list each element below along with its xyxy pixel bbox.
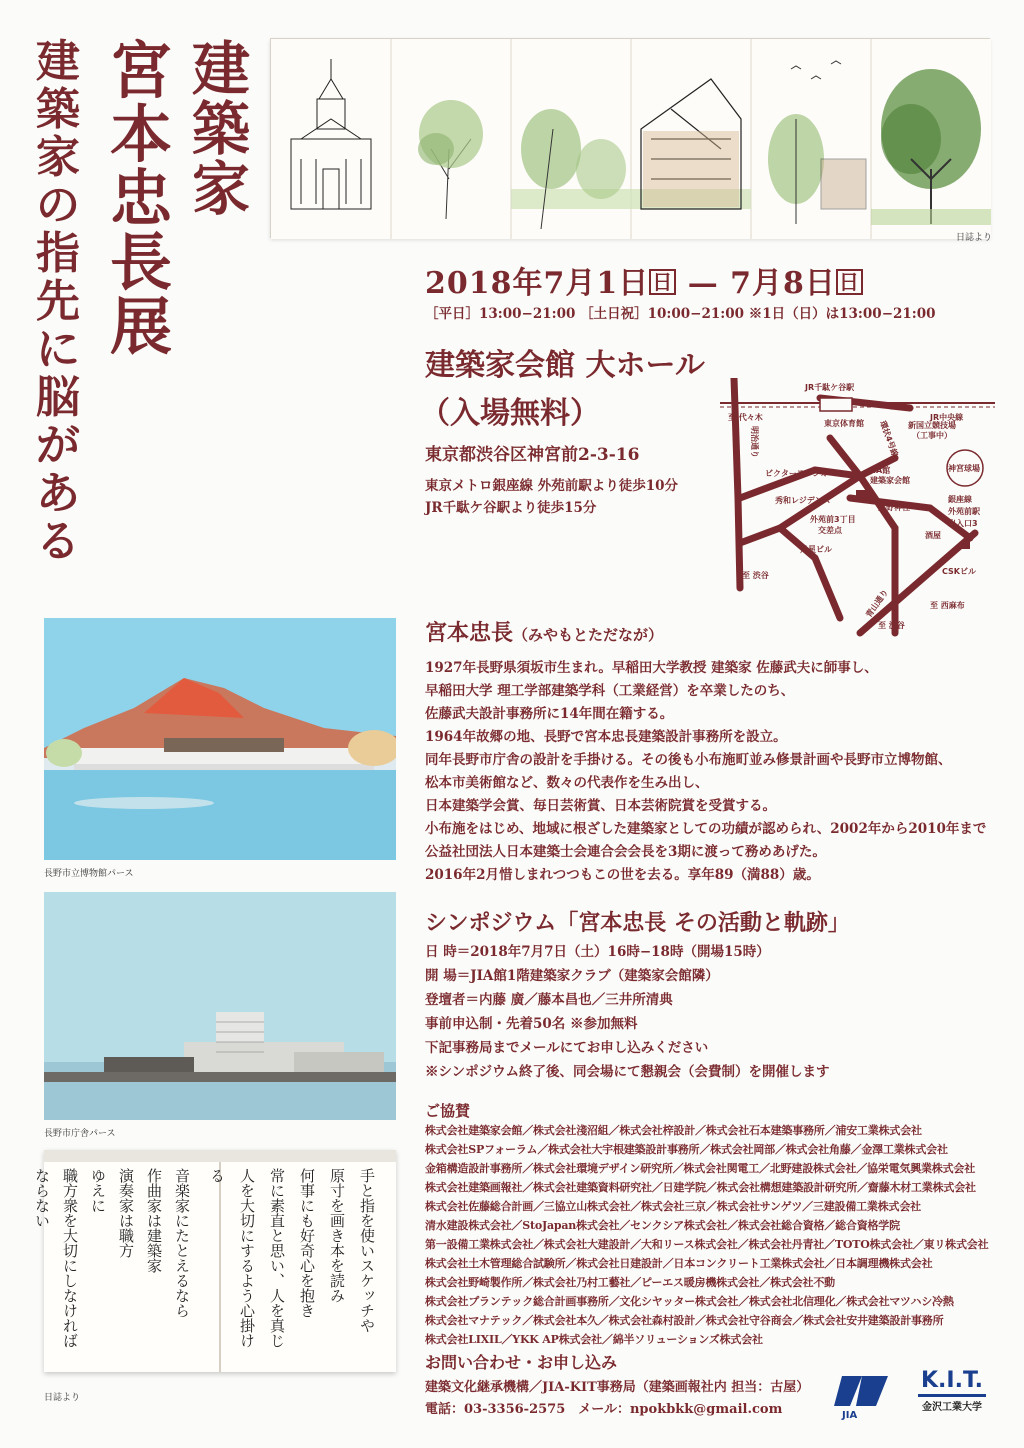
contact-phone-email[interactable]: 電話：03-3356-2575 メール：npokbkk@gmail.com	[425, 1402, 783, 1417]
event-dates: 2018年7月1日 日 — 7月8日 日	[425, 258, 863, 302]
museum-painting	[44, 618, 396, 860]
admission-free: （入場無料）	[420, 396, 600, 431]
sponsor-line: 株式会社建築画報社／株式会社建築資料研究社／日建学院／株式会社構想建築設計研究所／齋藤木材工業株式会社	[425, 1181, 976, 1194]
map-label-stadium2: （工事中）	[912, 431, 952, 440]
map-label-victor: ビクタースタジオ	[765, 469, 829, 478]
map-label-kaikan: 建築家会館	[870, 476, 910, 485]
bio-line: 日本建築学会賞、毎日芸術賞、日本芸術院賞を受賞する。	[425, 798, 776, 814]
bio-line: 1964年故郷の地、長野で宮本忠長建築設計事務所を設立。	[425, 729, 787, 745]
symposium-line: ※シンポジウム終了後、同会場にて懇親会（会費制）を開催します	[425, 1064, 830, 1080]
symposium-line: 開 場＝JIA館1階建築家クラブ（建築家会館隣）	[425, 968, 719, 984]
sponsor-line: 株式会社SPフォーラム／株式会社大宇根建築設計事務所／株式会社岡部／株式会社角藤／金澤工業株式会社	[425, 1143, 948, 1156]
sponsor-line: 株式会社建築家会館／株式会社淺沼組／株式会社梓設計／株式会社石本建築事務所／浦安工業株式会社	[425, 1124, 922, 1137]
sketch-caption: 日誌より	[956, 233, 993, 243]
map-label-kanjo: 環状4号線	[878, 419, 900, 458]
end-day-badge: 日	[836, 269, 863, 295]
kit-logo: K.I.T. 金沢工業大学	[912, 1368, 992, 1424]
symposium-line: 登壇者＝内藤 廣／藤本昌也／三井所清典	[425, 992, 673, 1008]
title-architect: 建 築 家	[192, 35, 251, 223]
map-label-meiji: 明治通り	[750, 426, 759, 458]
venue-address: 東京都渋谷区神宮前2-3-16	[425, 445, 640, 465]
map-label-nishiazabu: 至 西麻布	[930, 601, 965, 610]
symposium-heading: シンポジウム「宮本忠長 その活動と軌跡」	[425, 910, 850, 936]
contact-org: 建築文化継承機構／JIA-KIT事務局（建築画報社内 担当：古屋）	[425, 1380, 810, 1395]
map-label-to-shibuya: 至 渋谷	[742, 571, 769, 580]
map-label-stadium: 新国立競技場	[908, 421, 956, 430]
map-label-jingu: 神宮球場	[948, 464, 980, 473]
bio-line: 小布施をはじめ、地域に根ざした建築家としての功績が認められ、2002年から2010年まで	[425, 821, 987, 837]
title-exhibition: 宮 本 忠 長 展	[110, 34, 173, 363]
city-hall-caption: 長野市庁舎パース	[44, 1129, 116, 1139]
map-label-csk: CSKビル	[942, 567, 976, 576]
start-day-badge: 日	[649, 269, 676, 295]
map-label-gaien3: 外苑前3丁目	[810, 515, 856, 524]
map-label-jia: JIA館	[870, 466, 891, 475]
sponsor-line: 株式会社土木管理総合試験所／株式会社日建設計／日本コンクリート工業株式会社／日本調理機株式会社	[425, 1257, 933, 1270]
map-label-jr-station: JR千駄ケ谷駅	[805, 383, 855, 392]
bio-line: 佐藤武夫設計事務所に14年間在籍する。	[425, 706, 674, 722]
sponsor-line: 株式会社LIXIL／YKK AP株式会社／綿半ソリューションズ株式会社	[425, 1333, 763, 1346]
map-label-gym: 東京体育館	[824, 419, 864, 428]
title-subtitle: 建 築 家 の 指 先 に 脳 が あ る	[36, 36, 80, 567]
map-label-exit: 出入口3	[948, 519, 978, 528]
bio-line: 早稲田大学 理工学部建築学科（工業経営）を卒業したのち、	[425, 683, 795, 699]
map-label-kumano: 熊野神社	[878, 503, 910, 512]
map-label-gaienmae: 外苑前駅	[948, 507, 980, 516]
sketch-drawings	[271, 39, 991, 239]
map-label-to-yoyogi: 至 代々木	[728, 413, 763, 422]
sponsor-line: 株式会社プランテック総合計画事務所／文化シヤッター株式会社／株式会社北信理化／株式会社マツハシ冷熱	[425, 1295, 954, 1308]
diary-right-text: 手と指を使いスケッチや 原寸を画き本を読み 何事にも好奇心を抱き 常に素直と思い、人を真じ 人を大切にするよう心掛ける	[208, 1168, 376, 1348]
bio-line: 2016年2月惜しまれつつもこの世を去る。享年89（満88）歳。	[425, 867, 820, 883]
map-label-shuwa: 秀和レジデンス	[775, 496, 831, 505]
bio-line: 同年長野市庁舎の設計を手掛ける。その後も小布施町並み修景計画や長野市立博物館、	[425, 752, 952, 768]
symposium-line: 事前申込制・先着50名 ※参加無料	[425, 1016, 638, 1032]
access-jr: JR千駄ケ谷駅より徒歩15分	[425, 500, 597, 516]
opening-hours: ［平日］13:00−21:00 ［土日祝］10:00−21:00 ※1日（日）は13:00−21:00	[425, 306, 936, 322]
contact-heading: お問い合わせ・お申し込み	[425, 1353, 618, 1372]
city-hall-painting	[44, 892, 396, 1120]
map-label-shibuya2: 至 渋谷	[878, 621, 905, 630]
sketchbook-image	[270, 38, 990, 238]
sponsor-line: 株式会社佐藤総合計画／三協立山株式会社／株式会社三京／株式会社サンゲツ／三建設備工業株式会社	[425, 1200, 921, 1213]
svg-text:JIA: JIA	[842, 1410, 858, 1420]
sponsor-line: 金箱構造設計事務所／株式会社環境デザイン研究所／株式会社関電工／北野建設株式会社／協栄電気興業株式会社	[425, 1162, 976, 1175]
venue-name: 建築家会館 大ホール	[425, 348, 705, 383]
diary-caption: 日誌より	[44, 1393, 81, 1403]
bio-line: 公益社団法人日本建築士会連合会会長を3期に渡って務めあげた。	[425, 844, 826, 860]
access-metro: 東京メトロ銀座線 外苑前駅より徒歩10分	[425, 478, 678, 494]
symposium-line: 下記事務局までメールにてお申し込みください	[425, 1040, 709, 1056]
symposium-line: 日 時＝2018年7月7日（土）16時−18時（開場15時）	[425, 944, 770, 960]
sponsor-line: 第一設備工業株式会社／株式会社大建設計／大和リース株式会社／株式会社丹青社／TOTO株式会社／東リ株式会社	[425, 1238, 989, 1251]
map-label-tsukiboshi: 月星ビル	[800, 545, 832, 554]
bio-heading: 宮本忠長（みやもとただなが）	[425, 620, 664, 646]
bio-line: 1927年長野県須坂市生まれ。早稲田大学教授 建築家 佐藤武夫に師事し、	[425, 660, 878, 676]
sponsor-line: 清水建設株式会社／StoJapan株式会社／センクシア株式会社／株式会社総合資格／総合資格学院	[425, 1219, 900, 1232]
sponsor-line: 株式会社マナテック／株式会社本久／株式会社森村設計／株式会社守谷商会／株式会社安井建築設計事務所	[425, 1314, 944, 1327]
diary-image	[33, 1150, 396, 1372]
sponsor-line: 株式会社野崎製作所／株式会社乃村工藝社／ピーエス暖房機株式会社／株式会社不動	[425, 1276, 835, 1289]
map-label-crossing: 交差点	[818, 526, 842, 535]
map-label-aoyama: 青山通り	[864, 587, 890, 620]
sponsors-heading: ご協賛	[425, 1102, 471, 1120]
bio-line: 松本市美術館など、数々の代表作を生み出し、	[425, 775, 709, 791]
museum-caption: 長野市立博物館パース	[44, 869, 134, 879]
map-label-jr-line: JR中央線	[930, 413, 964, 422]
access-map	[720, 378, 995, 643]
jia-logo	[832, 1372, 894, 1420]
diary-left-text: 音楽家にたとえるなら 作曲家は建築家 演奏家は職方 ゆえに 職方衆を大切にしなければならない	[33, 1168, 191, 1348]
map-label-liquor: 酒屋	[925, 531, 941, 540]
map-label-ginza: 銀座線	[948, 495, 972, 504]
